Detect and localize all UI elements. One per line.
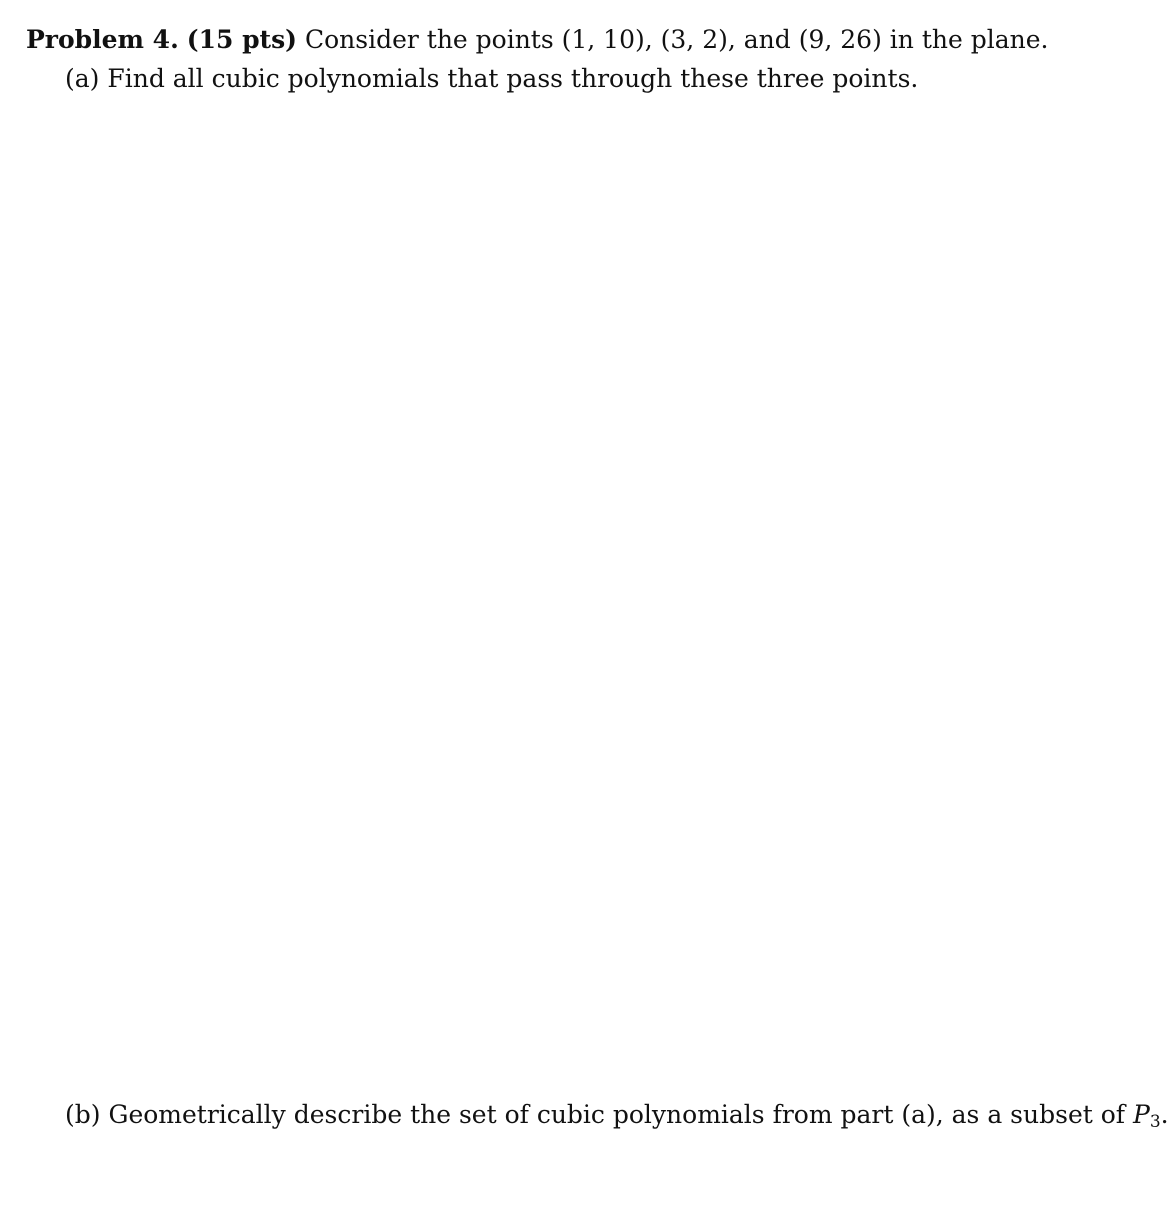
part-b-end: . xyxy=(1160,1100,1169,1129)
part-a-marker: (a) xyxy=(65,64,100,93)
part-b-marker: (b) xyxy=(65,1100,101,1129)
part-b-answer-space xyxy=(26,1140,1116,1200)
problem-label: Problem 4. xyxy=(26,25,179,54)
part-b-text: Geometrically describe the set of cubic polynomials from part (a), as a subset of xyxy=(108,1100,1126,1129)
part-a-answer-space xyxy=(26,100,1116,1090)
problem-text: Consider the points (1, 10), (3, 2), and (9, 26) in the plane. xyxy=(304,25,1049,54)
part-a-prompt xyxy=(65,63,918,95)
polynomial-space-symbol: P xyxy=(1133,1100,1150,1129)
part-b-prompt xyxy=(65,1099,1169,1131)
part-a-text: Find all cubic polynomials that pass through these three points. xyxy=(107,64,919,93)
polynomial-space-subscript: 3 xyxy=(1149,1112,1161,1132)
problem-points: (15 pts) xyxy=(186,25,298,54)
problem-statement xyxy=(26,24,1048,56)
